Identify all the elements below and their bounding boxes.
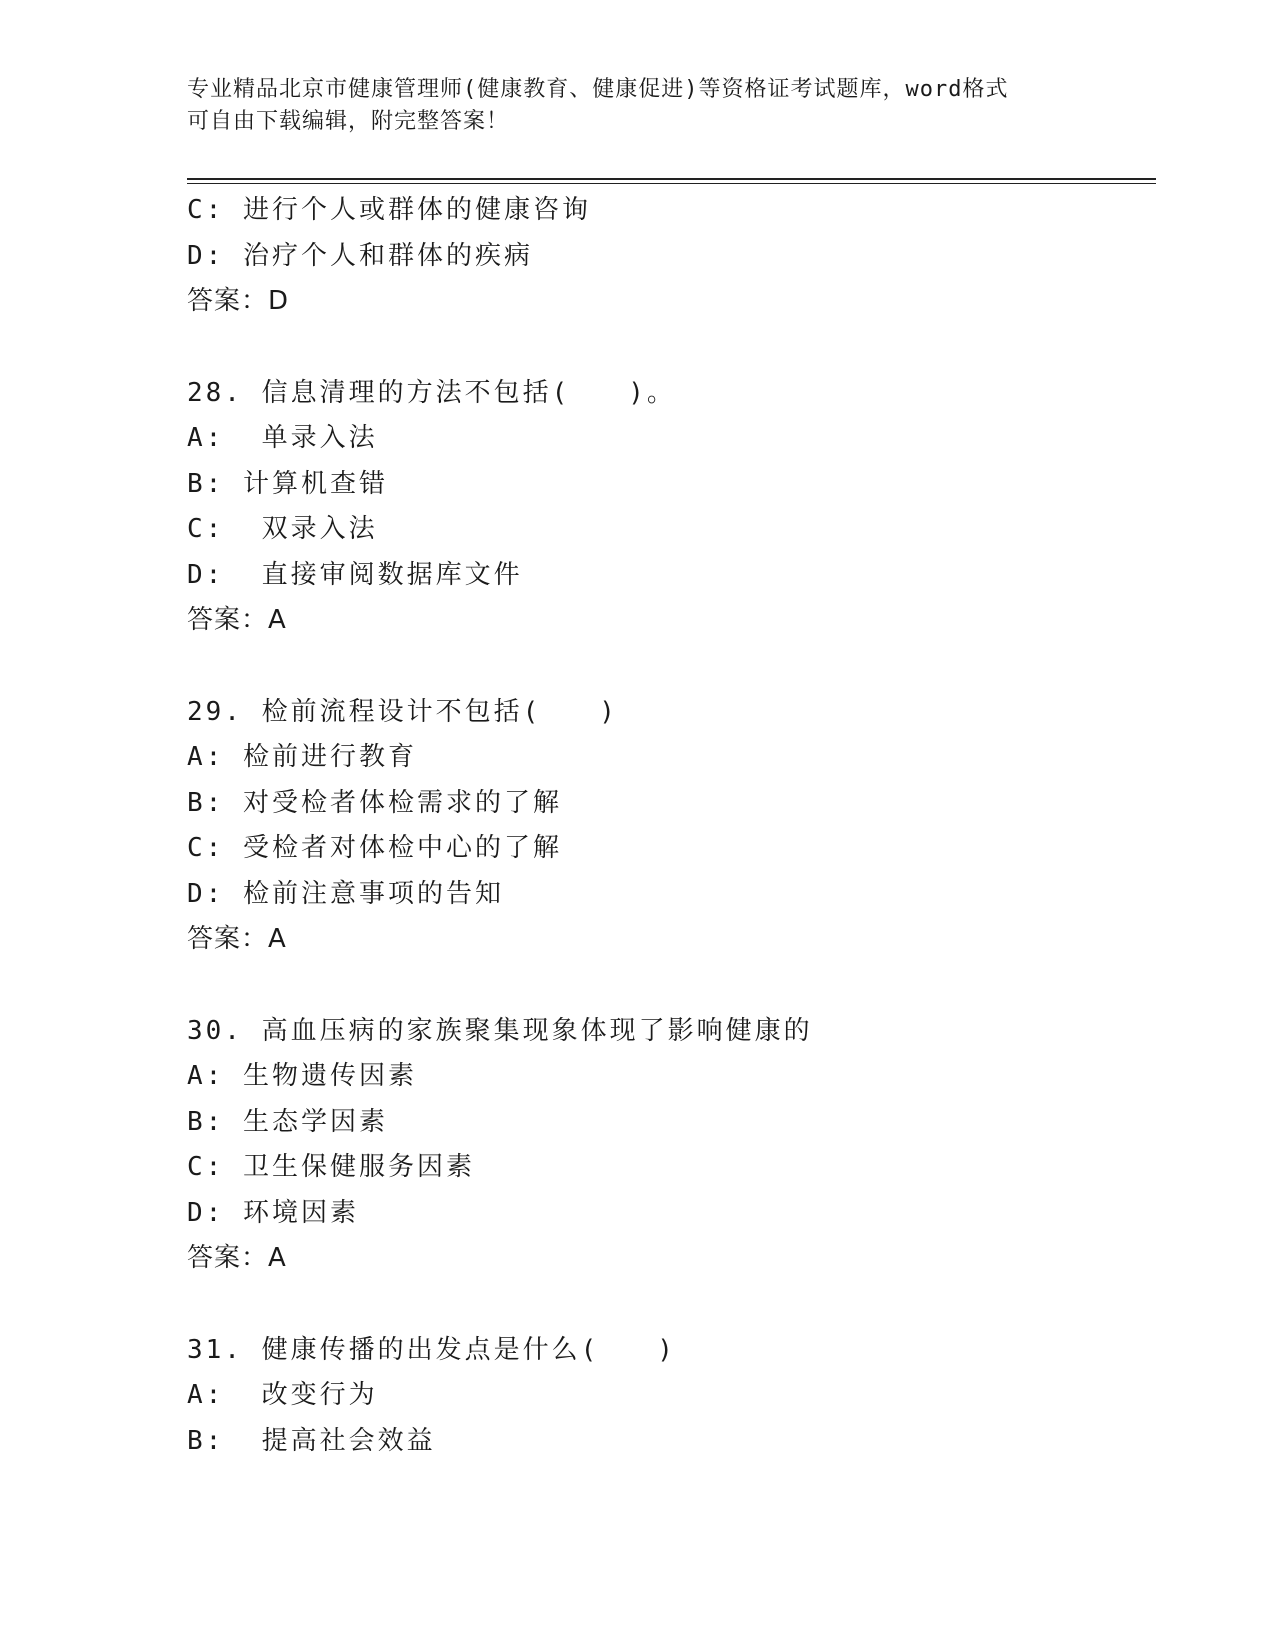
option-d: D: 直接审阅数据库文件 [187, 559, 523, 590]
spacer [187, 325, 1156, 371]
spacer [187, 644, 1156, 690]
spacer [187, 963, 1156, 1009]
question-stem: 30. 高血压病的家族聚集现象体现了影响健康的 [187, 1015, 813, 1046]
option-b: B: 提高社会效益 [187, 1425, 436, 1456]
option-b: B: 计算机查错 [187, 468, 388, 499]
option-c: C: 受检者对体检中心的了解 [187, 833, 562, 863]
question-list [187, 188, 1156, 1464]
option-c: C: 进行个人或群体的健康咨询 [187, 195, 591, 225]
document-header [187, 74, 1087, 138]
option-c: C: 卫生保健服务因素 [187, 1152, 475, 1182]
option-b: B: 对受检者体检需求的了解 [187, 787, 562, 818]
spacer [187, 1282, 1156, 1328]
answer: 答案：A [187, 1243, 287, 1273]
question-stem: 31. 健康传播的出发点是什么( ) [187, 1334, 676, 1365]
question-29 [187, 690, 1156, 963]
question-28 [187, 371, 1156, 644]
question-30 [187, 1009, 1156, 1282]
header-line-1: 专业精品北京市健康管理师(健康教育、健康促进)等资格证考试题库，word格式 [187, 77, 1009, 102]
question-block-27-tail [187, 188, 1156, 325]
header-divider-thin [187, 183, 1156, 184]
answer: 答案：D [187, 286, 290, 316]
option-d: D: 检前注意事项的告知 [187, 878, 504, 909]
question-stem: 29. 检前流程设计不包括( ) [187, 696, 618, 727]
option-c: C: 双录入法 [187, 514, 378, 544]
option-d: D: 治疗个人和群体的疾病 [187, 240, 533, 271]
option-d: D: 环境因素 [187, 1197, 359, 1228]
option-a: A: 改变行为 [187, 1380, 378, 1410]
option-b: B: 生态学因素 [187, 1106, 388, 1137]
option-a: A: 生物遗传因素 [187, 1061, 417, 1091]
question-stem: 28. 信息清理的方法不包括( )。 [187, 377, 676, 408]
question-31 [187, 1328, 1156, 1465]
answer: 答案：A [187, 924, 287, 954]
option-a: A: 单录入法 [187, 423, 378, 453]
header-divider-thick [187, 178, 1156, 180]
header-line-2: 可自由下载编辑，附完整答案！ [187, 109, 510, 134]
option-a: A: 检前进行教育 [187, 742, 417, 772]
answer: 答案：A [187, 605, 287, 635]
